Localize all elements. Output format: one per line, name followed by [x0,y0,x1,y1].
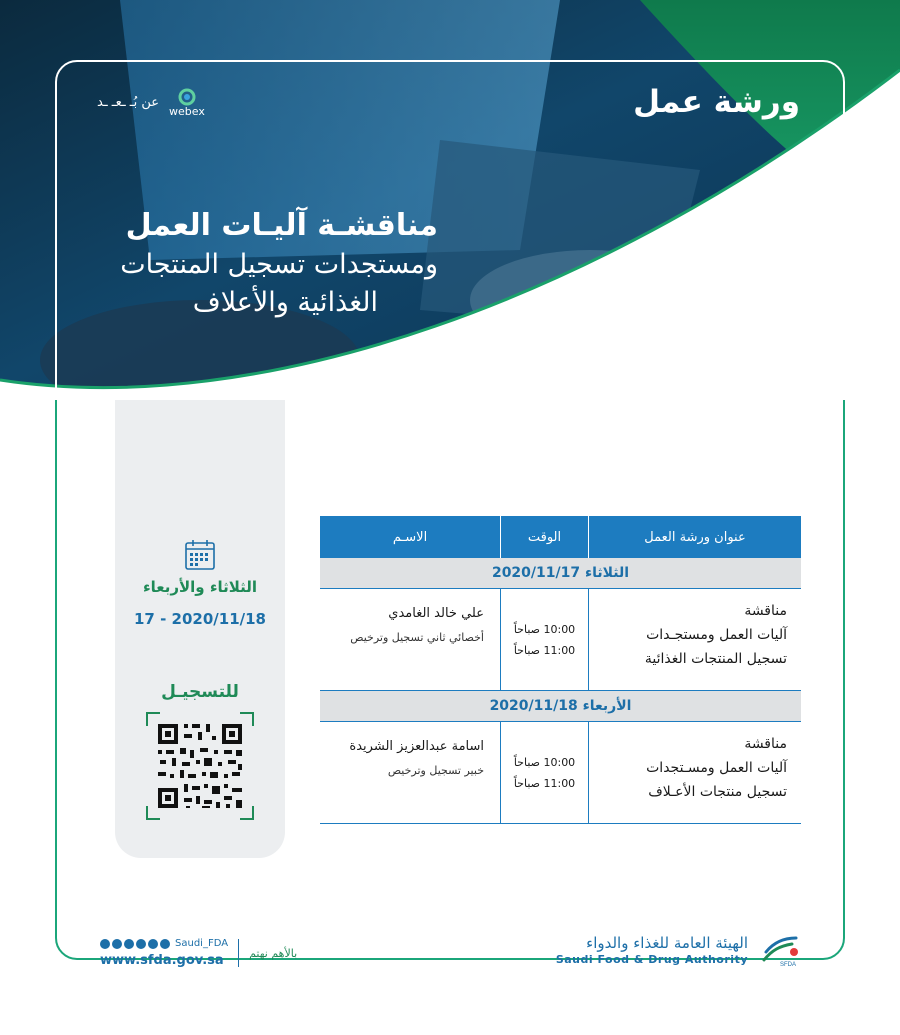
session-title-line: مناقشة [744,603,787,619]
table-row [320,589,801,691]
twitter-icon[interactable] [100,939,110,949]
sfda-logo [556,932,802,968]
linkedin-icon[interactable] [148,939,158,949]
session-title-line: تسجيل المنتجات الغذائية [644,651,787,667]
end-time: 11:00 صباحاً [513,776,576,790]
day-row: الأربعاء 2020/11/18 [320,691,801,722]
webex-badge [97,88,205,117]
session-time [500,722,588,823]
registration-qr-code[interactable] [146,712,254,820]
youtube-icon[interactable] [112,939,122,949]
workshop-title [120,206,438,322]
start-time: 10:00 صباحاً [513,755,576,769]
website-link[interactable]: www.sfda.gov.sa [100,953,224,968]
facebook-icon[interactable] [160,939,170,949]
footer-divider [238,939,239,967]
workshop-label: ورشة عمل [633,84,800,120]
info-panel [115,400,285,858]
logo-mark: SFDA [780,962,797,968]
calendar-icon [183,538,217,572]
header-time: الوقت [500,516,588,558]
end-time: 11:00 صباحاً [513,643,576,657]
session-title-line: مناقشة [744,736,787,752]
webex-icon [176,88,198,106]
org-name-arabic: الهيئة العامة للغذاء والدواء [586,934,748,952]
org-name-english: Saudi Food & Drug Authority [555,953,748,966]
sfda-emblem-icon [758,932,802,968]
event-days: الثلاثاء والأربعاء [142,578,258,596]
remote-label: عن بُـ ـعـ ـد [97,95,159,110]
sfda-wordmark [556,933,748,967]
session-title [588,722,801,823]
header-title: عنوان ورشة العمل [588,516,801,558]
webex-logo [169,88,205,117]
session-title-line: آليات العمل ومسـتجدات [646,760,787,776]
day-row: الثلاثاء 2020/11/17 [320,558,801,589]
snapchat-icon[interactable] [124,939,134,949]
speaker-name: اسامة عبدالعزيز الشريدة [349,739,484,754]
header-name: الاسـم [392,529,428,545]
table-row [320,722,801,824]
slogan: بالأهم نهتم [249,946,298,960]
footer-contact [100,938,297,968]
session-title [588,589,801,690]
session-speaker [320,722,500,823]
instagram-icon[interactable] [136,939,146,949]
speaker-role: خبير تسجيل وترخيص [387,764,484,777]
title-line-3: الغذائية والأعلاف [192,287,378,318]
session-title-line: تسجيل منتجات الأعـلاف [648,784,787,800]
schedule-table [320,516,801,824]
event-dates: 17 - 2020/11/18 [134,610,266,628]
speaker-name: علي خالد الغامدي [388,606,484,621]
webex-name: webex [169,105,205,118]
title-line-1: مناقشـة آليـات العمل [125,208,438,243]
start-time: 10:00 صباحاً [513,622,576,636]
session-time [500,589,588,690]
table-header [320,516,801,558]
social-block [100,938,228,968]
register-label: للتسجيـل [161,682,239,702]
title-line-2: ومستجدات تسجيل المنتجات [120,249,438,280]
session-speaker [320,589,500,690]
speaker-role: أخصائي ثاني تسجيل وترخيص [350,631,484,644]
social-handle[interactable]: Saudi_FDA [175,938,229,949]
session-title-line: آليات العمل ومستجـدات [646,627,787,643]
social-icons [100,938,228,949]
